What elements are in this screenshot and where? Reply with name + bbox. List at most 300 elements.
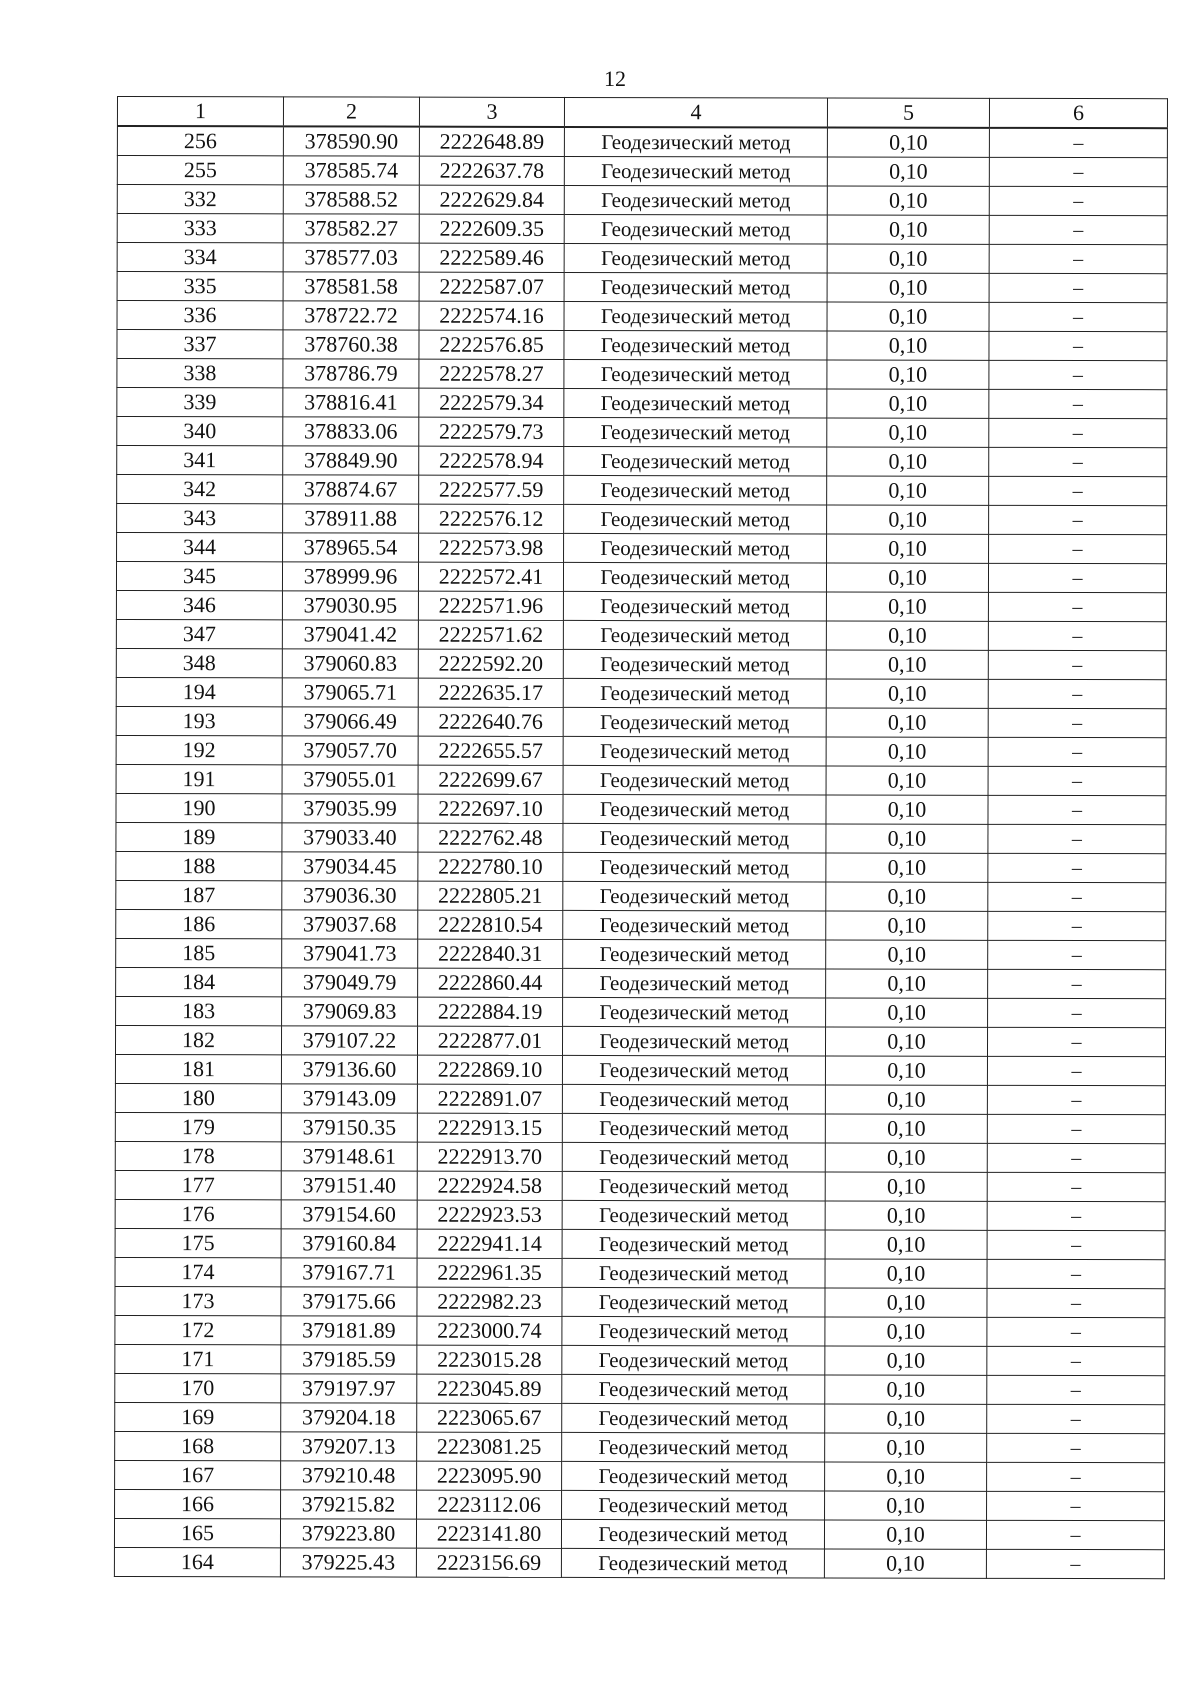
accuracy-cell: 0,10 — [827, 244, 989, 273]
point-number-cell: 164 — [114, 1547, 280, 1576]
x-coordinate-cell: 379215.82 — [281, 1490, 417, 1519]
method-cell: Геодезический метод — [564, 533, 827, 563]
note-cell: – — [987, 1433, 1165, 1462]
method-cell: Геодезический метод — [564, 388, 827, 418]
y-coordinate-cell: 2222982.23 — [417, 1287, 562, 1316]
method-cell: Геодезический метод — [562, 1200, 825, 1230]
note-cell: – — [988, 969, 1166, 998]
column-header-2: 2 — [283, 97, 419, 127]
y-coordinate-cell: 2223000.74 — [417, 1316, 562, 1345]
y-coordinate-cell: 2222961.35 — [417, 1258, 562, 1287]
table-row — [116, 851, 1166, 882]
accuracy-cell: 0,10 — [826, 766, 988, 795]
table-row — [115, 1315, 1165, 1346]
table-row — [116, 706, 1166, 737]
accuracy-cell: 0,10 — [825, 1143, 987, 1172]
table-row — [115, 1489, 1165, 1520]
accuracy-cell: 0,10 — [826, 853, 988, 882]
method-cell: Геодезический метод — [562, 1403, 825, 1433]
x-coordinate-cell: 378816.41 — [283, 388, 419, 417]
point-number-cell: 180 — [115, 1083, 281, 1112]
header-row — [117, 97, 1167, 129]
accuracy-cell: 0,10 — [827, 215, 989, 244]
y-coordinate-cell: 2223141.80 — [416, 1519, 561, 1548]
accuracy-cell: 0,10 — [826, 824, 988, 853]
accuracy-cell: 0,10 — [827, 505, 989, 534]
y-coordinate-cell: 2222629.84 — [419, 185, 564, 214]
y-coordinate-cell: 2222592.20 — [418, 649, 563, 678]
x-coordinate-cell: 378999.96 — [282, 562, 418, 591]
point-number-cell: 334 — [117, 243, 283, 272]
table-row — [115, 1025, 1165, 1056]
x-coordinate-cell: 379060.83 — [282, 649, 418, 678]
method-cell: Геодезический метод — [563, 852, 826, 882]
method-cell: Геодезический метод — [563, 649, 826, 679]
method-cell: Геодезический метод — [564, 417, 827, 447]
method-cell: Геодезический метод — [561, 1548, 824, 1578]
method-cell: Геодезический метод — [563, 620, 826, 650]
table-row — [117, 388, 1167, 419]
accuracy-cell: 0,10 — [825, 1172, 987, 1201]
table-row — [115, 1083, 1165, 1114]
x-coordinate-cell: 379197.97 — [281, 1374, 417, 1403]
x-coordinate-cell: 379207.13 — [281, 1432, 417, 1461]
x-coordinate-cell: 379204.18 — [281, 1403, 417, 1432]
column-header-4: 4 — [564, 97, 827, 127]
point-number-cell: 169 — [115, 1402, 281, 1431]
method-cell: Геодезический метод — [563, 678, 826, 708]
point-number-cell: 336 — [117, 301, 283, 330]
note-cell: – — [987, 1027, 1165, 1056]
y-coordinate-cell: 2223045.89 — [417, 1374, 562, 1403]
table-row — [115, 1228, 1165, 1259]
table-row — [115, 1431, 1165, 1462]
note-cell: – — [988, 940, 1166, 969]
x-coordinate-cell: 379049.79 — [282, 968, 418, 997]
note-cell: – — [988, 708, 1166, 737]
x-coordinate-cell: 379069.83 — [282, 997, 418, 1026]
point-number-cell: 189 — [116, 822, 282, 851]
accuracy-cell: 0,10 — [827, 418, 989, 447]
x-coordinate-cell: 379057.70 — [282, 736, 418, 765]
table-row — [116, 938, 1166, 969]
method-cell: Геодезический метод — [563, 765, 826, 795]
point-number-cell: 193 — [116, 706, 282, 735]
y-coordinate-cell: 2222648.89 — [419, 127, 564, 157]
note-cell: – — [987, 1143, 1165, 1172]
point-number-cell: 255 — [117, 156, 283, 185]
note-cell: – — [989, 215, 1167, 244]
note-cell: – — [988, 563, 1166, 592]
table-row — [116, 996, 1166, 1027]
accuracy-cell: 0,10 — [826, 592, 988, 621]
note-cell: – — [988, 882, 1166, 911]
method-cell: Геодезический метод — [563, 939, 826, 969]
point-number-cell: 170 — [115, 1373, 281, 1402]
accuracy-cell: 0,10 — [826, 737, 988, 766]
x-coordinate-cell: 378722.72 — [283, 301, 419, 330]
point-number-cell: 187 — [116, 880, 282, 909]
table-row — [116, 793, 1166, 824]
table-row — [116, 764, 1166, 795]
y-coordinate-cell: 2223015.28 — [417, 1345, 562, 1374]
method-cell: Геодезический метод — [562, 1490, 825, 1520]
y-coordinate-cell: 2222635.17 — [418, 678, 563, 707]
note-cell: – — [987, 1114, 1165, 1143]
table-row — [117, 214, 1167, 245]
method-cell: Геодезический метод — [563, 823, 826, 853]
point-number-cell: 347 — [116, 619, 282, 648]
note-cell: – — [989, 505, 1167, 534]
note-cell: – — [987, 1317, 1165, 1346]
y-coordinate-cell: 2223081.25 — [417, 1432, 562, 1461]
method-cell: Геодезический метод — [562, 1316, 825, 1346]
method-cell: Геодезический метод — [564, 185, 827, 215]
y-coordinate-cell: 2222574.16 — [419, 301, 564, 330]
x-coordinate-cell: 379035.99 — [282, 794, 418, 823]
x-coordinate-cell: 379041.73 — [282, 939, 418, 968]
x-coordinate-cell: 378590.90 — [283, 126, 419, 156]
table-row — [115, 1054, 1165, 1085]
table-row — [117, 301, 1167, 332]
x-coordinate-cell: 379160.84 — [281, 1229, 417, 1258]
y-coordinate-cell: 2222780.10 — [418, 852, 563, 881]
method-cell: Геодезический метод — [562, 1374, 825, 1404]
coordinates-table-wrapper — [114, 96, 1167, 1579]
note-cell: – — [988, 592, 1166, 621]
point-number-cell: 184 — [116, 967, 282, 996]
column-header-5: 5 — [827, 98, 989, 128]
accuracy-cell: 0,10 — [827, 127, 989, 157]
point-number-cell: 165 — [114, 1518, 280, 1547]
point-number-cell: 182 — [115, 1025, 281, 1054]
method-cell: Геодезический метод — [562, 1142, 825, 1172]
y-coordinate-cell: 2222579.34 — [419, 388, 564, 417]
note-cell: – — [989, 157, 1167, 186]
table-row — [116, 822, 1166, 853]
point-number-cell: 339 — [117, 388, 283, 417]
table-body — [114, 126, 1167, 1579]
point-number-cell: 179 — [115, 1112, 281, 1141]
accuracy-cell: 0,10 — [826, 795, 988, 824]
table-row — [115, 1460, 1165, 1491]
note-cell: – — [989, 534, 1167, 563]
x-coordinate-cell: 378849.90 — [283, 446, 419, 475]
method-cell: Геодезический метод — [564, 504, 827, 534]
note-cell: – — [987, 1462, 1165, 1491]
method-cell: Геодезический метод — [564, 156, 827, 186]
accuracy-cell: 0,10 — [825, 1230, 987, 1259]
point-number-cell: 167 — [115, 1460, 281, 1489]
y-coordinate-cell: 2222576.85 — [419, 330, 564, 359]
method-cell: Геодезический метод — [563, 562, 826, 592]
point-number-cell: 188 — [116, 851, 282, 880]
note-cell: – — [989, 447, 1167, 476]
x-coordinate-cell: 378582.27 — [283, 214, 419, 243]
point-number-cell: 341 — [117, 446, 283, 475]
x-coordinate-cell: 379041.42 — [282, 620, 418, 649]
table-row — [116, 967, 1166, 998]
table-row — [117, 272, 1167, 303]
accuracy-cell: 0,10 — [827, 476, 989, 505]
table-row — [117, 156, 1167, 187]
x-coordinate-cell: 379210.48 — [281, 1461, 417, 1490]
x-coordinate-cell: 378786.79 — [283, 359, 419, 388]
method-cell: Геодезический метод — [562, 1461, 825, 1491]
y-coordinate-cell: 2222913.70 — [417, 1142, 562, 1171]
method-cell: Геодезический метод — [562, 1171, 825, 1201]
table-row — [117, 417, 1167, 448]
y-coordinate-cell: 2222877.01 — [417, 1026, 562, 1055]
x-coordinate-cell: 378588.52 — [283, 185, 419, 214]
accuracy-cell: 0,10 — [827, 534, 989, 563]
method-cell: Геодезический метод — [564, 272, 827, 302]
note-cell: – — [987, 1201, 1165, 1230]
accuracy-cell: 0,10 — [825, 1114, 987, 1143]
x-coordinate-cell: 378760.38 — [283, 330, 419, 359]
method-cell: Геодезический метод — [561, 1519, 824, 1549]
method-cell: Геодезический метод — [562, 1084, 825, 1114]
note-cell: – — [989, 360, 1167, 389]
x-coordinate-cell: 379148.61 — [281, 1142, 417, 1171]
y-coordinate-cell: 2222571.96 — [418, 591, 563, 620]
note-cell: – — [989, 476, 1167, 505]
accuracy-cell: 0,10 — [826, 940, 988, 969]
point-number-cell: 348 — [116, 648, 282, 677]
method-cell: Геодезический метод — [564, 127, 827, 157]
y-coordinate-cell: 2222572.41 — [418, 562, 563, 591]
note-cell: – — [987, 1404, 1165, 1433]
accuracy-cell: 0,10 — [825, 1346, 987, 1375]
point-number-cell: 181 — [115, 1054, 281, 1083]
accuracy-cell: 0,10 — [827, 157, 989, 186]
y-coordinate-cell: 2223112.06 — [417, 1490, 562, 1519]
method-cell: Геодезический метод — [562, 1287, 825, 1317]
y-coordinate-cell: 2222941.14 — [417, 1229, 562, 1258]
note-cell: – — [989, 186, 1167, 215]
table-row — [117, 475, 1167, 506]
table-row — [116, 562, 1166, 593]
column-header-6: 6 — [989, 98, 1167, 128]
method-cell: Геодезический метод — [564, 243, 827, 273]
method-cell: Геодезический метод — [563, 736, 826, 766]
point-number-cell: 173 — [115, 1286, 281, 1315]
y-coordinate-cell: 2222655.57 — [418, 736, 563, 765]
table-row — [115, 1286, 1165, 1317]
x-coordinate-cell: 379033.40 — [282, 823, 418, 852]
point-number-cell: 256 — [117, 126, 283, 156]
note-cell: – — [988, 679, 1166, 708]
method-cell: Геодезический метод — [562, 1258, 825, 1288]
table-row — [115, 1199, 1165, 1230]
table-row — [116, 880, 1166, 911]
column-header-3: 3 — [419, 97, 564, 127]
point-number-cell: 175 — [115, 1228, 281, 1257]
table-row — [116, 619, 1166, 650]
point-number-cell: 337 — [117, 330, 283, 359]
note-cell: – — [987, 1375, 1165, 1404]
method-cell: Геодезический метод — [563, 707, 826, 737]
method-cell: Геодезический метод — [564, 359, 827, 389]
x-coordinate-cell: 378833.06 — [283, 417, 419, 446]
accuracy-cell: 0,10 — [825, 1404, 987, 1433]
table-row — [117, 359, 1167, 390]
point-number-cell: 343 — [117, 504, 283, 533]
x-coordinate-cell: 379143.09 — [281, 1084, 417, 1113]
y-coordinate-cell: 2222571.62 — [418, 620, 563, 649]
y-coordinate-cell: 2222869.10 — [417, 1055, 562, 1084]
x-coordinate-cell: 379185.59 — [281, 1345, 417, 1374]
point-number-cell: 346 — [116, 590, 282, 619]
accuracy-cell: 0,10 — [827, 360, 989, 389]
y-coordinate-cell: 2222891.07 — [417, 1084, 562, 1113]
note-cell: – — [988, 766, 1166, 795]
table-header — [117, 97, 1167, 129]
x-coordinate-cell: 379065.71 — [282, 678, 418, 707]
accuracy-cell: 0,10 — [825, 1317, 987, 1346]
method-cell: Геодезический метод — [564, 301, 827, 331]
accuracy-cell: 0,10 — [826, 969, 988, 998]
table-row — [115, 1344, 1165, 1375]
point-number-cell: 176 — [115, 1199, 281, 1228]
y-coordinate-cell: 2222589.46 — [419, 243, 564, 272]
y-coordinate-cell: 2222810.54 — [418, 910, 563, 939]
method-cell: Геодезический метод — [563, 794, 826, 824]
method-cell: Геодезический метод — [562, 1026, 825, 1056]
accuracy-cell: 0,10 — [824, 1549, 986, 1578]
y-coordinate-cell: 2222884.19 — [418, 997, 563, 1026]
method-cell: Геодезический метод — [563, 910, 826, 940]
x-coordinate-cell: 379030.95 — [282, 591, 418, 620]
y-coordinate-cell: 2222579.73 — [419, 417, 564, 446]
accuracy-cell: 0,10 — [825, 1085, 987, 1114]
note-cell: – — [987, 1056, 1165, 1085]
note-cell: – — [987, 1230, 1165, 1259]
accuracy-cell: 0,10 — [827, 302, 989, 331]
y-coordinate-cell: 2222578.94 — [419, 446, 564, 475]
accuracy-cell: 0,10 — [826, 621, 988, 650]
y-coordinate-cell: 2222640.76 — [418, 707, 563, 736]
point-number-cell: 174 — [115, 1257, 281, 1286]
x-coordinate-cell: 378965.54 — [283, 533, 419, 562]
y-coordinate-cell: 2222860.44 — [418, 968, 563, 997]
note-cell: – — [988, 621, 1166, 650]
table-row — [115, 1257, 1165, 1288]
point-number-cell: 333 — [117, 214, 283, 243]
note-cell: – — [988, 853, 1166, 882]
y-coordinate-cell: 2222573.98 — [419, 533, 564, 562]
note-cell: – — [988, 737, 1166, 766]
note-cell: – — [986, 1520, 1164, 1549]
note-cell: – — [987, 1491, 1165, 1520]
accuracy-cell: 0,10 — [825, 1433, 987, 1462]
accuracy-cell: 0,10 — [824, 1520, 986, 1549]
table-row — [115, 1402, 1165, 1433]
x-coordinate-cell: 379150.35 — [281, 1113, 417, 1142]
x-coordinate-cell: 378911.88 — [283, 504, 419, 533]
table-row — [116, 590, 1166, 621]
table-row — [115, 1170, 1165, 1201]
accuracy-cell: 0,10 — [825, 1462, 987, 1491]
x-coordinate-cell: 379034.45 — [282, 852, 418, 881]
x-coordinate-cell: 378585.74 — [283, 156, 419, 185]
method-cell: Геодезический метод — [562, 1113, 825, 1143]
method-cell: Геодезический метод — [564, 214, 827, 244]
point-number-cell: 178 — [115, 1141, 281, 1170]
point-number-cell: 183 — [116, 996, 282, 1025]
x-coordinate-cell: 379175.66 — [281, 1287, 417, 1316]
method-cell: Геодезический метод — [562, 1432, 825, 1462]
accuracy-cell: 0,10 — [825, 1259, 987, 1288]
x-coordinate-cell: 379154.60 — [281, 1200, 417, 1229]
x-coordinate-cell: 379037.68 — [282, 910, 418, 939]
table-row — [116, 909, 1166, 940]
page-number: 12 — [604, 66, 626, 91]
point-number-cell: 192 — [116, 735, 282, 764]
point-number-cell: 168 — [115, 1431, 281, 1460]
table-row — [114, 1547, 1164, 1578]
y-coordinate-cell: 2222578.27 — [419, 359, 564, 388]
x-coordinate-cell: 378874.67 — [283, 475, 419, 504]
x-coordinate-cell: 379055.01 — [282, 765, 418, 794]
y-coordinate-cell: 2222805.21 — [418, 881, 563, 910]
note-cell: – — [987, 1346, 1165, 1375]
point-number-cell: 332 — [117, 185, 283, 214]
point-number-cell: 191 — [116, 764, 282, 793]
point-number-cell: 335 — [117, 272, 283, 301]
table-row — [117, 243, 1167, 274]
point-number-cell: 185 — [116, 938, 282, 967]
y-coordinate-cell: 2222913.15 — [417, 1113, 562, 1142]
accuracy-cell: 0,10 — [827, 389, 989, 418]
table-row — [117, 533, 1167, 564]
note-cell: – — [989, 331, 1167, 360]
table-row — [114, 1518, 1164, 1549]
y-coordinate-cell: 2222924.58 — [417, 1171, 562, 1200]
table-row — [117, 330, 1167, 361]
y-coordinate-cell: 2223156.69 — [416, 1548, 561, 1577]
method-cell: Геодезический метод — [562, 1229, 825, 1259]
accuracy-cell: 0,10 — [827, 186, 989, 215]
note-cell: – — [989, 389, 1167, 418]
method-cell: Геодезический метод — [564, 475, 827, 505]
note-cell: – — [988, 911, 1166, 940]
method-cell: Геодезический метод — [562, 1055, 825, 1085]
accuracy-cell: 0,10 — [826, 998, 988, 1027]
accuracy-cell: 0,10 — [826, 708, 988, 737]
table-row — [116, 648, 1166, 679]
note-cell: – — [989, 418, 1167, 447]
table-row — [117, 126, 1167, 158]
x-coordinate-cell: 378577.03 — [283, 243, 419, 272]
method-cell: Геодезический метод — [563, 881, 826, 911]
x-coordinate-cell: 379066.49 — [282, 707, 418, 736]
method-cell: Геодезический метод — [564, 330, 827, 360]
table-row — [117, 504, 1167, 535]
y-coordinate-cell: 2222576.12 — [419, 504, 564, 533]
point-number-cell: 172 — [115, 1315, 281, 1344]
x-coordinate-cell: 378581.58 — [283, 272, 419, 301]
accuracy-cell: 0,10 — [827, 273, 989, 302]
table-row — [115, 1373, 1165, 1404]
accuracy-cell: 0,10 — [825, 1201, 987, 1230]
method-cell: Геодезический метод — [564, 446, 827, 476]
table-row — [115, 1112, 1165, 1143]
y-coordinate-cell: 2222762.48 — [418, 823, 563, 852]
column-header-1: 1 — [117, 97, 283, 127]
method-cell: Геодезический метод — [563, 968, 826, 998]
x-coordinate-cell: 379225.43 — [280, 1548, 416, 1577]
